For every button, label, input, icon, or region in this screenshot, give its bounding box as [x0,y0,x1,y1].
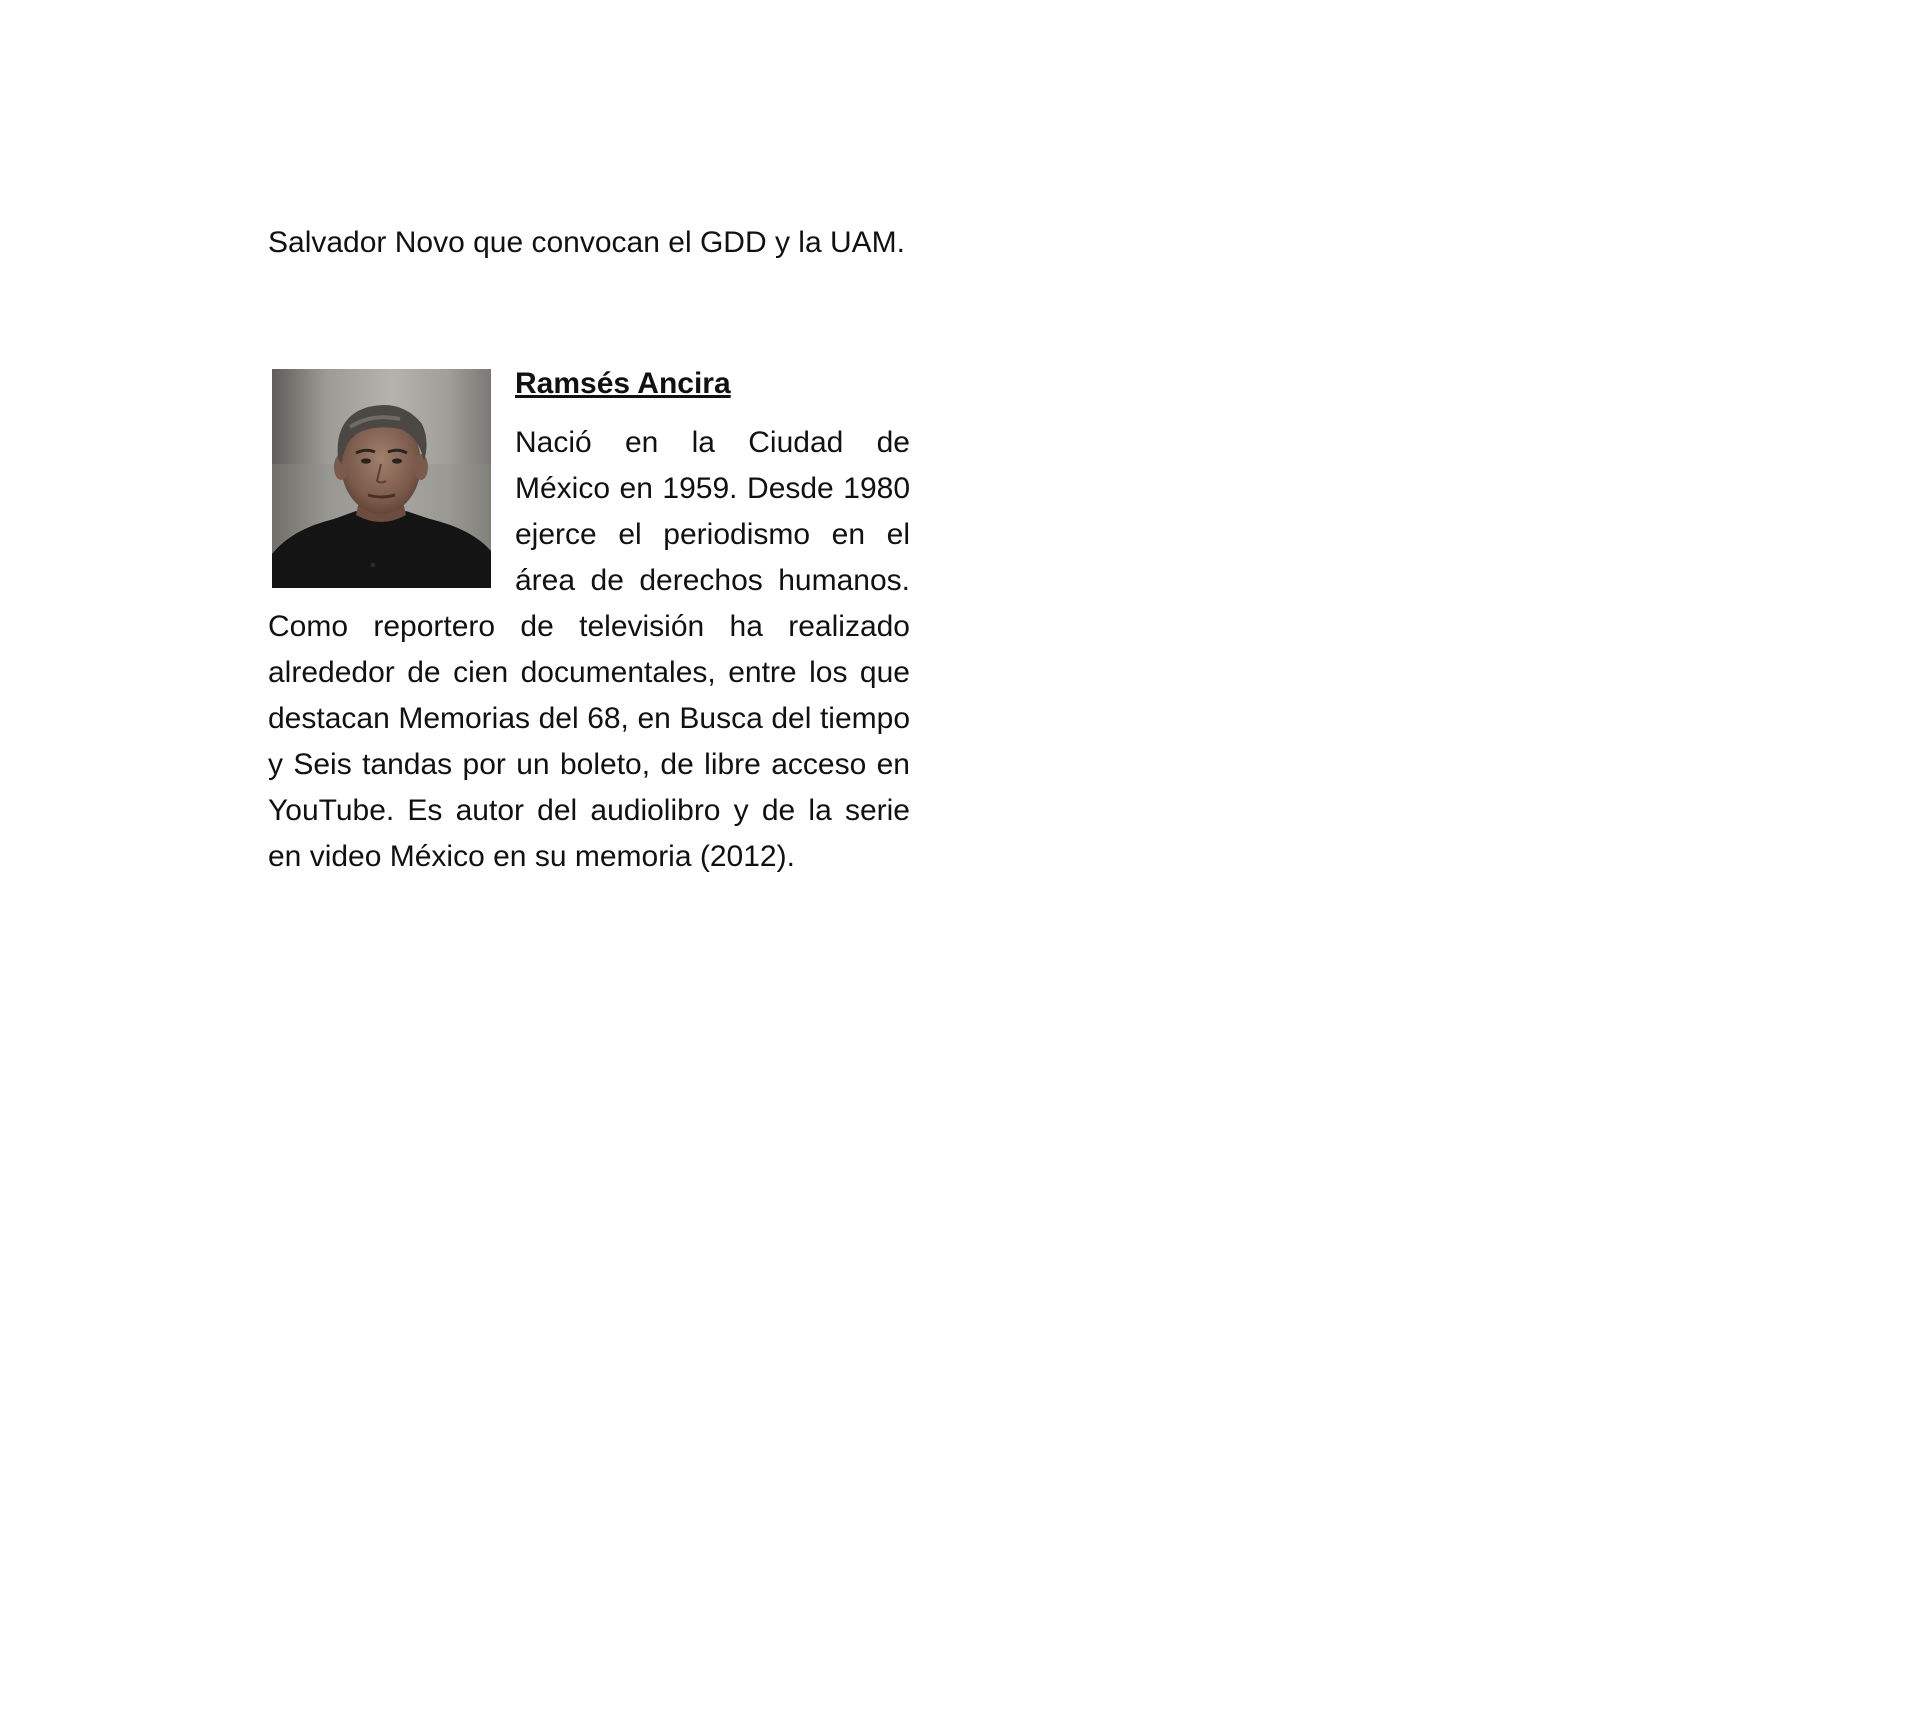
text-column [268,220,910,880]
intro-paragraph: Salvador Novo que convocan el GDD y la UAM. [268,226,905,259]
author-bio [268,364,910,880]
author-name: Ramsés Ancira [515,367,731,400]
author-bio-text: Nació en la Ciudad de México en 1959. Desde 1980 ejerce el periodismo en el área de derechos humanos. Como reportero de televisión ha realizado alrededor de cien documentales, entre los que destacan Memorias del 68, en Busca del tiempo y Seis tandas por un boleto, de libre acceso en YouTube. Es autor del audiolibro y de la serie en video México en su memoria (2012). [268,426,910,873]
author-portrait-image [272,369,491,588]
author-photo [272,369,491,588]
